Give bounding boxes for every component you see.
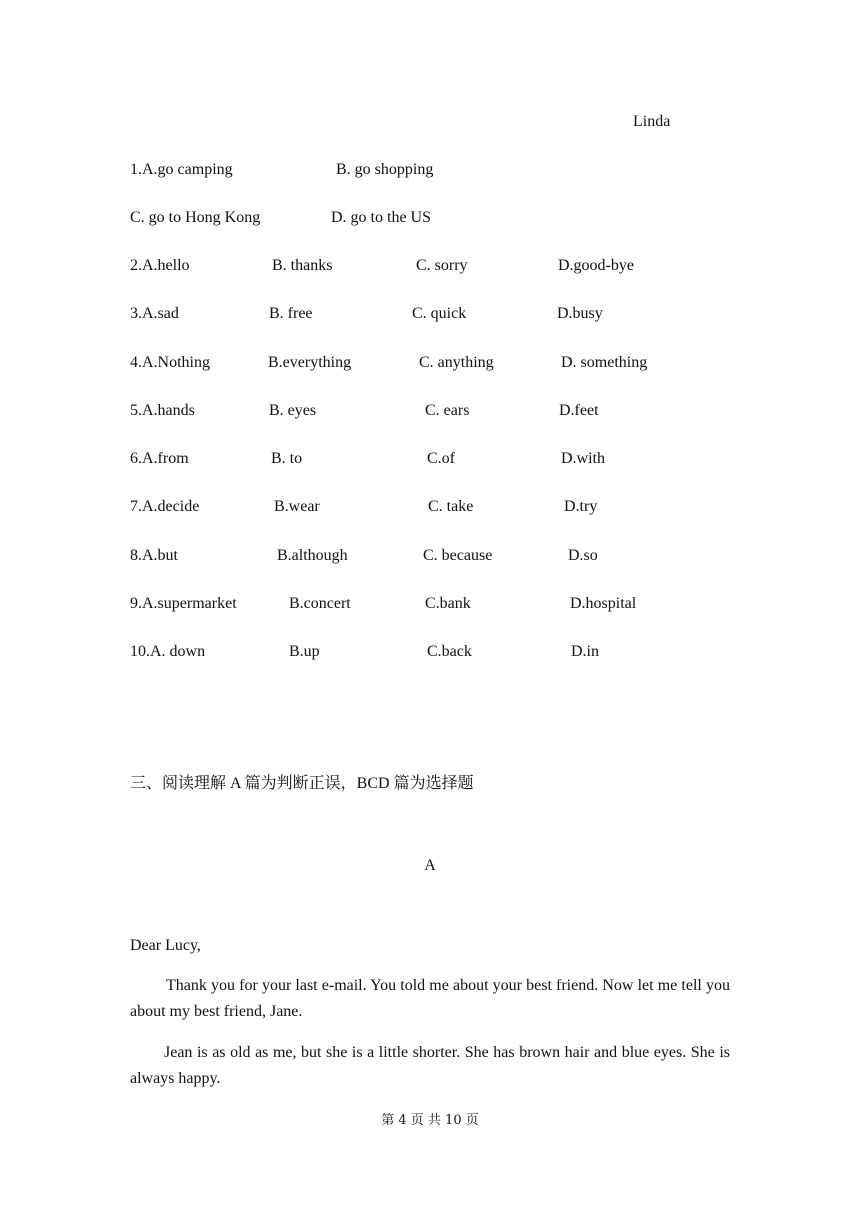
option-text: B.everything [268,354,352,371]
option-text: D.good-bye [558,257,634,274]
option-text: B.concert [289,595,351,612]
option-text: 3.A.sad [130,305,179,322]
option-text: D. go to the US [331,209,431,226]
option-text: C. go to Hong Kong [130,209,261,226]
option-text: B. to [271,450,303,467]
option-text: C. quick [412,305,467,322]
option-text: D.so [568,547,598,564]
section-heading: 三、阅读理解 A 篇为判断正误，BCD 篇为选择题 [130,775,474,792]
letter-paragraph: Thank you for your last e-mail. You told me about your best friend. Now let me tell you about my best friend, Jane. [130,977,730,1020]
option-text: B.up [289,643,320,660]
question-row-6 [0,449,860,469]
option-text: 2.A.hello [130,257,190,274]
option-text: D.feet [559,402,599,419]
option-text: 10.A. down [130,643,206,660]
option-text: 5.A.hands [130,402,195,419]
option-text: C. sorry [416,257,468,274]
option-text: B.wear [274,498,320,515]
passage-label: A [424,857,436,874]
option-text: D.busy [557,305,603,322]
question-row-4 [0,353,860,373]
option-text: 6.A.from [130,450,189,467]
option-text: C.bank [425,595,471,612]
question-row-5 [0,401,860,421]
option-text: B. free [269,305,313,322]
question-row-10 [0,642,860,662]
option-text: 7.A.decide [130,498,200,515]
letter-greeting: Dear Lucy, [130,937,201,954]
question-row-3 [0,304,860,324]
option-text: D.try [564,498,598,515]
option-text: B.although [277,547,348,564]
option-text: 8.A.but [130,547,178,564]
option-text: C.of [427,450,455,467]
page-footer: 第 4 页 共 10 页 [381,1113,479,1128]
option-text: B. thanks [272,257,333,274]
option-text: D.with [561,450,605,467]
option-text: B. eyes [269,402,317,419]
option-text: C. anything [419,354,494,371]
option-text: 9.A.supermarket [130,595,237,612]
question-row-8 [0,546,860,566]
question-row-7 [0,497,860,517]
question-row-9 [0,594,860,614]
question-row-2 [0,256,860,276]
question-row-1b [0,208,860,228]
option-text: D.in [571,643,599,660]
option-text: C. take [428,498,474,515]
option-text: D. something [561,354,648,371]
option-text: D.hospital [570,595,637,612]
option-text: B. go shopping [336,161,434,178]
letter-signature: Linda [633,113,671,130]
option-text: C. because [423,547,493,564]
option-text: C.back [427,643,472,660]
option-text: C. ears [425,402,470,419]
option-text: 4.A.Nothing [130,354,210,371]
question-row-1a [0,160,860,180]
letter-paragraph: Jean is as old as me, but she is a little shorter. She has brown hair and blue eyes. She is always happy. [130,1044,730,1087]
option-text: 1.A.go camping [130,161,233,178]
